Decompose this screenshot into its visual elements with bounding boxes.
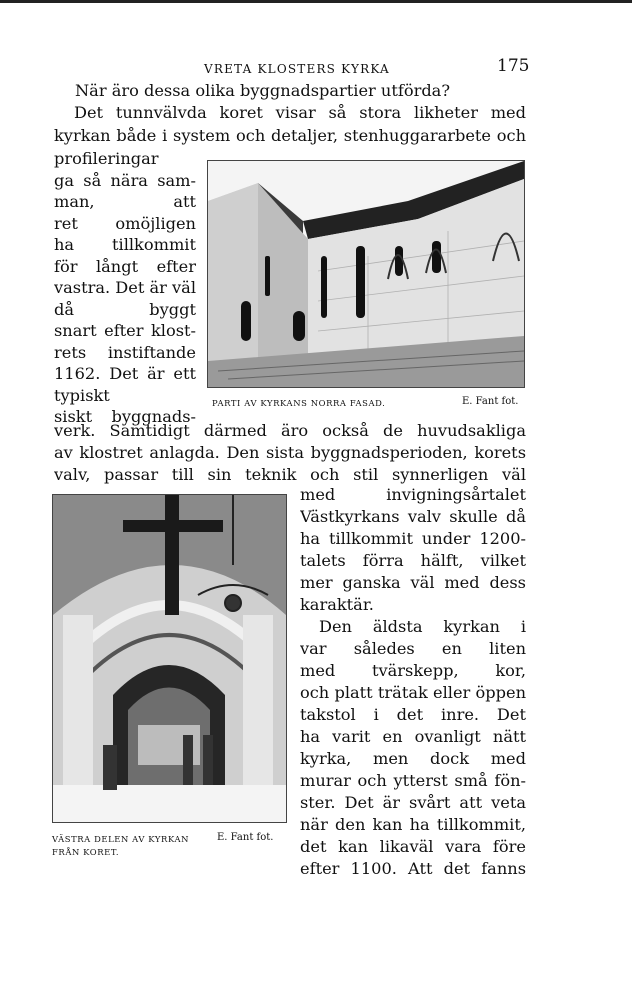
- intro-line: Det tunnvälvda koret visar så stora likheter med: [74, 103, 526, 122]
- text-line: ha varit en ovanligt nätt: [300, 727, 526, 746]
- text-line: med invigningsårtalet: [300, 485, 526, 504]
- text-line: Den äldsta kyrkan i: [319, 617, 526, 636]
- text-line: Västkyrkans valv skulle då: [300, 507, 526, 526]
- text-line: verk. Samtidigt därmed äro också de huvudsakliga: [54, 421, 526, 440]
- text-line: då byggt: [54, 300, 196, 319]
- text-line: ster. Det är svårt att veta: [300, 793, 526, 812]
- photo-caption-line1: VÄSTRA DELEN AV KYRKAN: [52, 834, 190, 844]
- text-line: man, att: [54, 192, 196, 211]
- text-line: vastra. Det är väl: [54, 278, 196, 297]
- running-title: VRETA KLOSTERS KYRKA: [204, 62, 390, 76]
- photo-caption: PARTI AV KYRKANS NORRA FASAD.: [212, 398, 386, 408]
- text-line: med tvärskepp, kor,: [300, 661, 526, 680]
- text-line: mer ganska väl med dess: [300, 573, 526, 592]
- church-exterior-illustration: [208, 161, 524, 387]
- text-line: för långt efter: [54, 257, 196, 276]
- text-line: och platt trätak eller öppen: [300, 683, 526, 702]
- top-rule: [0, 0, 632, 3]
- page-number: 175: [497, 56, 530, 76]
- text-line: snart efter klost-: [54, 321, 196, 340]
- text-line: 1162. Det är ett: [54, 364, 196, 383]
- text-line: karaktär.: [300, 595, 374, 614]
- intro-line: När äro dessa olika byggnadspartier utförda?: [75, 81, 451, 100]
- photo-caption-line2: FRÅN KORET.: [52, 847, 120, 857]
- text-line: ret omöjligen: [54, 214, 196, 233]
- text-line: av klostret anlagda. Den sista byggnadsperioden, korets: [54, 443, 526, 462]
- church-interior-illustration: [53, 495, 286, 822]
- photo-north-facade: [207, 160, 525, 388]
- text-line: typiskt: [54, 386, 110, 405]
- text-line: ga så nära sam-: [54, 171, 196, 190]
- text-line: kyrka, men dock med: [300, 749, 526, 768]
- intro-line: kyrkan både i system och detaljer, stenhuggararbete och: [54, 126, 526, 145]
- page-header: [0, 54, 632, 80]
- text-line: profileringar: [54, 149, 159, 168]
- text-line: när den kan ha tillkommit,: [300, 815, 526, 834]
- text-line: ha tillkommit: [54, 235, 196, 254]
- text-line: efter 1100. Att det fanns: [300, 859, 526, 878]
- photo-credit: E. Fant fot.: [217, 832, 274, 843]
- photo-interior: [52, 494, 287, 823]
- text-line: rets instiftande: [54, 343, 196, 362]
- text-line: valv, passar till sin teknik och stil synnerligen väl: [54, 465, 526, 484]
- text-line: talets förra hälft, vilket: [300, 551, 526, 570]
- text-line: ha tillkommit under 1200-: [300, 529, 526, 548]
- text-line: det kan likaväl vara före: [300, 837, 526, 856]
- text-line: siskt byggnads-: [54, 407, 196, 426]
- text-line: var således en liten: [300, 639, 526, 658]
- text-line: takstol i det inre. Det: [300, 705, 526, 724]
- photo-credit: E. Fant fot.: [462, 396, 519, 407]
- text-line: murar och ytterst små fön-: [300, 771, 526, 790]
